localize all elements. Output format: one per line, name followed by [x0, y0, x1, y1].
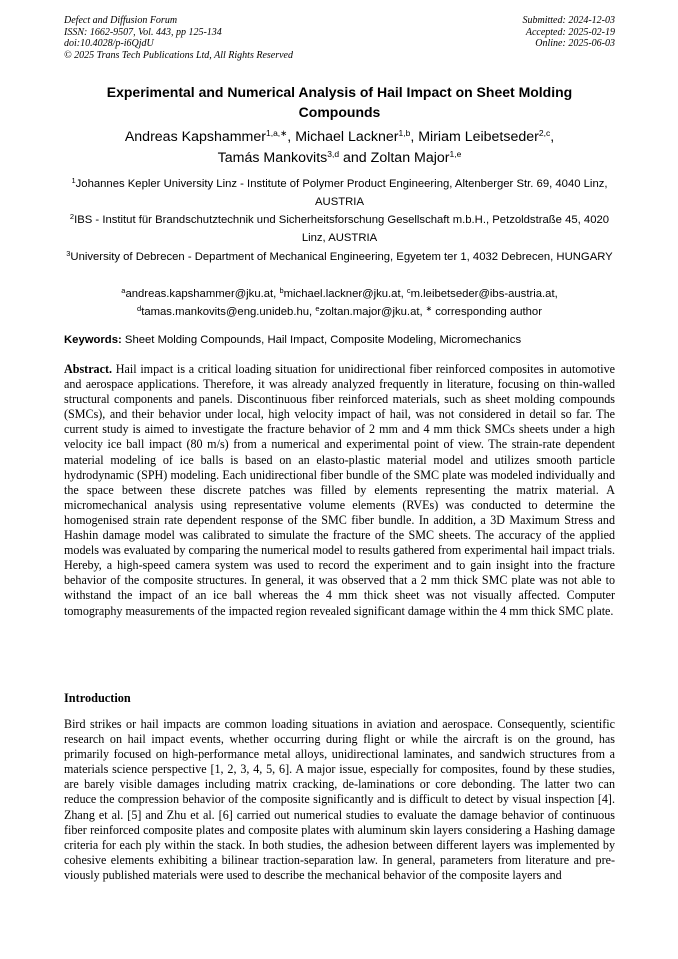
abstract-text: Hail impact is a critical loading situation for unidirectional fiber reinforced composites in automotive and aerospace applications. Therefore, it was already analyzed frequently in literature, focusing on thin-walled structural components and panels. Discontinuous fiber reinforced materials, such as sheet molding compounds (SMCs), and their behavior under local, high velocity impact of hail, was not considered in detail so far. The current study is aimed to investigate the fracture behavior of 2 mm and 4 mm thick SMCs sheets under a high velocity ice ball impact (80 m/s) from a numerical and experimental point of view. The strain-rate dependent material modeling of ice balls is based on an elasto-plastic material model and utilizes smooth particle hydrodynamic (SPH) modeling. Each unidirectional fiber bundle of the SMC plate was modeled individually and the space between these discrete patches was filled by elements representing the matrix material. A micromechanical analysis using representative volume elements (RVEs) was conducted to determine the homogenised strain rate dependent response of the SMC fiber bundle. In addition, a 3D Maximum Stress and Hashin damage model was calibrated to simulate the fracture of the SMC sheets. The accuracy of the applied models was evaluated by comparing the numerical model to results gathered from experimental hail impact trials. Hereby, a high-speed camera system was used to record the experiment and to gain insight into the fracture behavior of the composite structures. In general, it was observed that a 2 mm thick SMC plate was not able to withstand the impact of an ice ball whereas the 4 mm thick sheet was not visually affected. Computer tomography measurements of the impacted region revealed significant damage within the 4 mm thick SMC plate. [64, 362, 615, 618]
submitted-date: Submitted: 2024-12-03 [522, 15, 615, 26]
abstract [64, 362, 615, 619]
email-link[interactable]: m.leibetseder@ibs-austria.at, [410, 288, 558, 300]
affiliation-text: University of Debrecen - Department of Mechanical Engineering, Egyetem ter 1, 4032 Debrecen, HUNGARY [70, 251, 613, 263]
journal-doi[interactable]: doi:10.4028/p-i6QjdU [64, 38, 154, 49]
journal-header [64, 15, 394, 61]
author-list: Andreas Kapshammer$^{1,a,∗}$, Michael Lackner$^{1,b}$, Miriam Leibetseder$^{2,c}$, Tamás Mankovits$^{3,d}$ and Zoltan Major$^{1,e}$ [124, 128, 555, 166]
author-name: Andreas Kapshammer [124, 129, 266, 145]
keywords-text: Sheet Molding Compounds, Hail Impact, Composite Modeling, Micromechanics [124, 334, 522, 346]
email-superscript: e [315, 303, 320, 313]
dates-header [415, 15, 615, 50]
author-name: Zoltan Major [370, 150, 450, 166]
journal-issn: ISSN: 1662-9507, Vol. 443, pp 125-134 [64, 26, 222, 38]
author-superscript: 3,d [327, 149, 340, 159]
keywords [64, 333, 615, 348]
author-emails [64, 286, 615, 321]
affiliation-number: 2 [69, 212, 75, 221]
accepted-date: Accepted: 2025-02-19 [525, 26, 615, 38]
author-name: Tamás Mankovits [217, 150, 328, 166]
email-link[interactable]: tamas.mankovits@eng.unideb.hu, [141, 305, 313, 318]
affiliation-number: 3 [66, 249, 71, 258]
affiliation-2 [64, 212, 615, 247]
paper-title: Experimental and Numerical Analysis of Hail Impact on Sheet Molding Compounds [106, 84, 573, 120]
email-superscript: d [137, 303, 142, 313]
affiliation-number: 1 [71, 176, 76, 185]
author-superscript: 1,e [449, 149, 462, 159]
introduction-text: Bird strikes or hail impacts are common loading situations in aviation and aerospace. Consequently, scientific research on hail impact events, whether occurring during flight or while the aircraft is on the ground, has primarily focused on high-performance metal alloys, unidirectional laminates, and sandwich structures from a materials science perspective [1, 2, 3, 4, 5, 6]. A major issue, especially for composites, found by these studies, are barely visible damages including matrix cracking, de-laminations or core debonding. The latter two can reduce the compression behavior of the composite significantly and is difficult to detect by visual inspection [4]. Zhang et al. [5] and Zhu et al. [6] carried out numerical studies to evaluate the damage behavior of continuous fiber reinforced composite plates and composite plates with aluminum skin layers considering a Hashing damage criteria for each ply within the stack. In both studies, the adhesion between different layers was implemented by cohesive elements exhibiting a bilinear traction-separation law. In general, parameters from literature and pre-viously published materials were used to describe the mechanical behavior of the composite layers and [64, 717, 615, 882]
affiliation-3 [64, 249, 615, 267]
email-link[interactable]: zoltan.major@jku.at, [319, 305, 423, 318]
email-link[interactable]: andreas.kapshammer@jku.at, [125, 288, 277, 300]
corresponding-marker: ∗ [425, 303, 433, 313]
email-superscript: a [121, 286, 126, 295]
author-conjunction: and [343, 150, 367, 166]
email-link[interactable]: michael.lackner@jku.at, [283, 288, 404, 300]
online-date: Online: 2025-06-03 [535, 38, 615, 49]
author-name: Michael Lackner [295, 129, 399, 145]
abstract-label: Abstract. [64, 362, 113, 376]
keywords-label: Keywords: [64, 334, 122, 346]
author-superscript: 1,a,∗ [265, 128, 288, 138]
author-name: Miriam Leibetseder [418, 129, 539, 145]
corresponding-author-note: corresponding author [435, 305, 542, 318]
email-superscript: b [279, 286, 284, 295]
journal-name: Defect and Diffusion Forum [64, 15, 178, 26]
author-superscript: 1,b [398, 128, 411, 138]
affiliation-text: IBS - Institut für Brandschutztechnik und Sicherheitsforschung Gesellschaft m.b.H., Petzoldstraße 45, 4020 Linz, AUSTRIA [74, 214, 610, 244]
email-superscript: c [406, 286, 411, 295]
affiliation-1 [64, 176, 615, 211]
affiliation-text: Johannes Kepler University Linz - Institute of Polymer Product Engineering, Altenberger Str. 69, 4040 Linz, AUSTRIA [75, 178, 608, 208]
journal-copyright: © 2025 Trans Tech Publications Ltd, All Rights Reserved [64, 49, 293, 61]
introduction-heading: Introduction [64, 691, 131, 705]
author-superscript: 2,c [538, 128, 551, 138]
